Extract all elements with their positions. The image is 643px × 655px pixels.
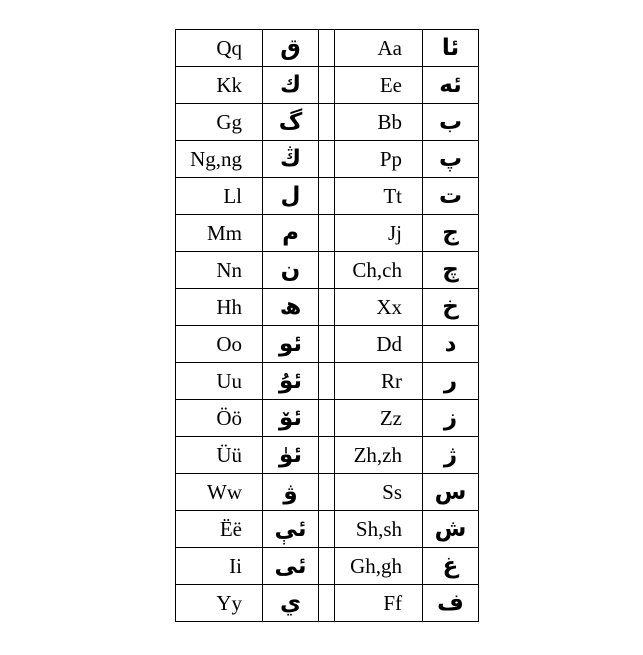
arabic-letter-cell: ج — [423, 215, 479, 252]
column-divider — [319, 67, 335, 104]
column-divider — [319, 289, 335, 326]
latin-letter-cell: Pp — [335, 141, 423, 178]
arabic-letter-cell: ف — [423, 585, 479, 622]
column-divider — [319, 474, 335, 511]
table-row — [176, 400, 479, 437]
latin-letter-cell: Tt — [335, 178, 423, 215]
column-divider — [319, 104, 335, 141]
arabic-letter-cell: گ — [263, 104, 319, 141]
table-row — [176, 178, 479, 215]
latin-letter-cell: Aa — [335, 30, 423, 67]
table-row — [176, 141, 479, 178]
table-row — [176, 474, 479, 511]
arabic-letter-cell: ئۈ — [263, 437, 319, 474]
table-row — [176, 363, 479, 400]
arabic-letter-cell: ئا — [423, 30, 479, 67]
column-divider — [319, 437, 335, 474]
arabic-letter-cell: ئە — [423, 67, 479, 104]
latin-letter-cell: Ss — [335, 474, 423, 511]
latin-letter-cell: Gg — [176, 104, 263, 141]
column-divider — [319, 215, 335, 252]
arabic-letter-cell: ۋ — [263, 474, 319, 511]
latin-letter-cell: Yy — [176, 585, 263, 622]
arabic-letter-cell: ق — [263, 30, 319, 67]
arabic-letter-cell: خ — [423, 289, 479, 326]
latin-letter-cell: Qq — [176, 30, 263, 67]
arabic-letter-cell: ل — [263, 178, 319, 215]
column-divider — [319, 511, 335, 548]
latin-letter-cell: Rr — [335, 363, 423, 400]
table-row — [176, 511, 479, 548]
arabic-letter-cell: م — [263, 215, 319, 252]
column-divider — [319, 400, 335, 437]
latin-letter-cell: Bb — [335, 104, 423, 141]
arabic-letter-cell: ژ — [423, 437, 479, 474]
column-divider — [319, 326, 335, 363]
arabic-letter-cell: ب — [423, 104, 479, 141]
latin-letter-cell: Kk — [176, 67, 263, 104]
column-divider — [319, 30, 335, 67]
arabic-letter-cell: ز — [423, 400, 479, 437]
latin-letter-cell: Ii — [176, 548, 263, 585]
latin-letter-cell: Ff — [335, 585, 423, 622]
table-row — [176, 437, 479, 474]
column-divider — [319, 252, 335, 289]
arabic-letter-cell: غ — [423, 548, 479, 585]
column-divider — [319, 141, 335, 178]
arabic-letter-cell: ئى — [263, 548, 319, 585]
arabic-letter-cell: ھ — [263, 289, 319, 326]
latin-letter-cell: Nn — [176, 252, 263, 289]
latin-letter-cell: Zz — [335, 400, 423, 437]
latin-letter-cell: Öö — [176, 400, 263, 437]
arabic-letter-cell: ئو — [263, 326, 319, 363]
arabic-letter-cell: ش — [423, 511, 479, 548]
latin-letter-cell: Dd — [335, 326, 423, 363]
table-row — [176, 252, 479, 289]
arabic-letter-cell: ك — [263, 67, 319, 104]
latin-letter-cell: Ng,ng — [176, 141, 263, 178]
arabic-letter-cell: ئۇ — [263, 363, 319, 400]
column-divider — [319, 178, 335, 215]
table-row — [176, 326, 479, 363]
arabic-letter-cell: ت — [423, 178, 479, 215]
latin-letter-cell: Ëë — [176, 511, 263, 548]
arabic-letter-cell: ي — [263, 585, 319, 622]
latin-letter-cell: Ww — [176, 474, 263, 511]
arabic-letter-cell: ئې — [263, 511, 319, 548]
arabic-letter-cell: ر — [423, 363, 479, 400]
alphabet-table — [175, 29, 479, 622]
arabic-letter-cell: پ — [423, 141, 479, 178]
arabic-letter-cell: ن — [263, 252, 319, 289]
latin-letter-cell: Ll — [176, 178, 263, 215]
latin-letter-cell: Oo — [176, 326, 263, 363]
latin-letter-cell: Uu — [176, 363, 263, 400]
table-row — [176, 585, 479, 622]
column-divider — [319, 363, 335, 400]
arabic-letter-cell: چ — [423, 252, 479, 289]
table-row — [176, 104, 479, 141]
arabic-letter-cell: د — [423, 326, 479, 363]
latin-letter-cell: Hh — [176, 289, 263, 326]
latin-letter-cell: Ch,ch — [335, 252, 423, 289]
arabic-letter-cell: س — [423, 474, 479, 511]
latin-letter-cell: Ee — [335, 67, 423, 104]
arabic-letter-cell: ڭ — [263, 141, 319, 178]
latin-letter-cell: Mm — [176, 215, 263, 252]
latin-letter-cell: Jj — [335, 215, 423, 252]
latin-letter-cell: Xx — [335, 289, 423, 326]
table-row — [176, 67, 479, 104]
column-divider — [319, 585, 335, 622]
latin-letter-cell: Zh,zh — [335, 437, 423, 474]
table-row — [176, 30, 479, 67]
table-row — [176, 215, 479, 252]
latin-letter-cell: Üü — [176, 437, 263, 474]
alphabet-table-body — [176, 30, 479, 622]
column-divider — [319, 548, 335, 585]
table-row — [176, 289, 479, 326]
latin-letter-cell: Sh,sh — [335, 511, 423, 548]
table-row — [176, 548, 479, 585]
arabic-letter-cell: ئۆ — [263, 400, 319, 437]
latin-letter-cell: Gh,gh — [335, 548, 423, 585]
